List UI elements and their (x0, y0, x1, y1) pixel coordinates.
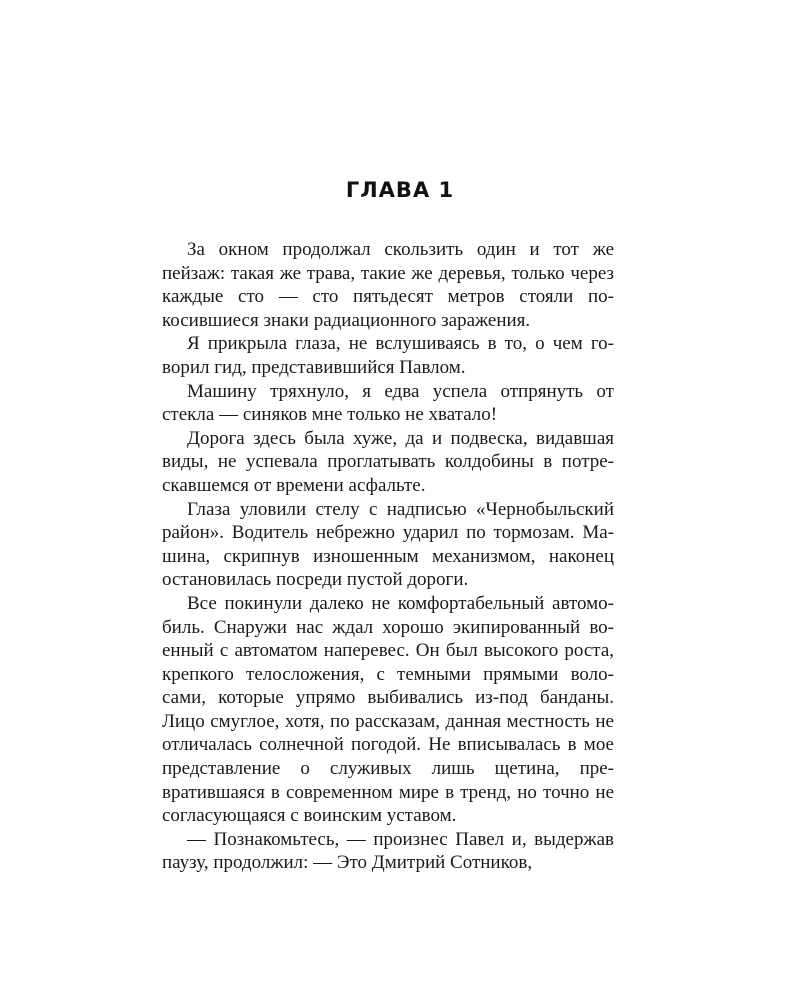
paragraph: Глаза уловили стелу с надписью «Чернобыльский район». Водитель небрежно ударил по тормозам. Машина, скрипнув изношенным механизмом, наконец остановилась посреди пустой дороги. (162, 498, 614, 591)
paragraph: Машину тряхнуло, я едва успела отпрянуть от стекла — синяков мне только не хватало! (162, 380, 614, 426)
paragraph: — Познакомьтесь, — произнес Павел и, выдержав паузу, продолжил: — Это Дмитрий Сотников, (162, 828, 614, 874)
body-text (162, 238, 614, 875)
paragraph: Все покинули далеко не комфортабельный автомобиль. Снаружи нас ждал хорошо экипированный военный с автоматом наперевес. Он был высокого роста, крепкого телосложения, с темными прямыми волосами, которые упрямо выбивались из-под банданы. Лицо смуглое, хотя, по рассказам, данная местность не отличалась солнечной погодой. Не вписывалась в мое представление о служивых лишь щетина, превратившаяся в современном мире в тренд, но точно не согласующаяся с воинским уставом. (162, 592, 614, 827)
paragraph: За окном продолжал скользить один и тот же пейзаж: такая же трава, такие же деревья, только через каждые сто — сто пятьдесят метров стояли покосившиеся знаки радиационного заражения. (162, 239, 614, 331)
paragraph: Дорога здесь была хуже, да и подвеска, видавшая виды, не успевала проглатывать колдобины в потрескавшемся от времени асфальте. (162, 427, 614, 496)
paragraph: Я прикрыла глаза, не вслушиваясь в то, о чем говорил гид, представившийся Павлом. (162, 333, 614, 378)
chapter-title: ГЛАВА 1 (345, 178, 455, 202)
